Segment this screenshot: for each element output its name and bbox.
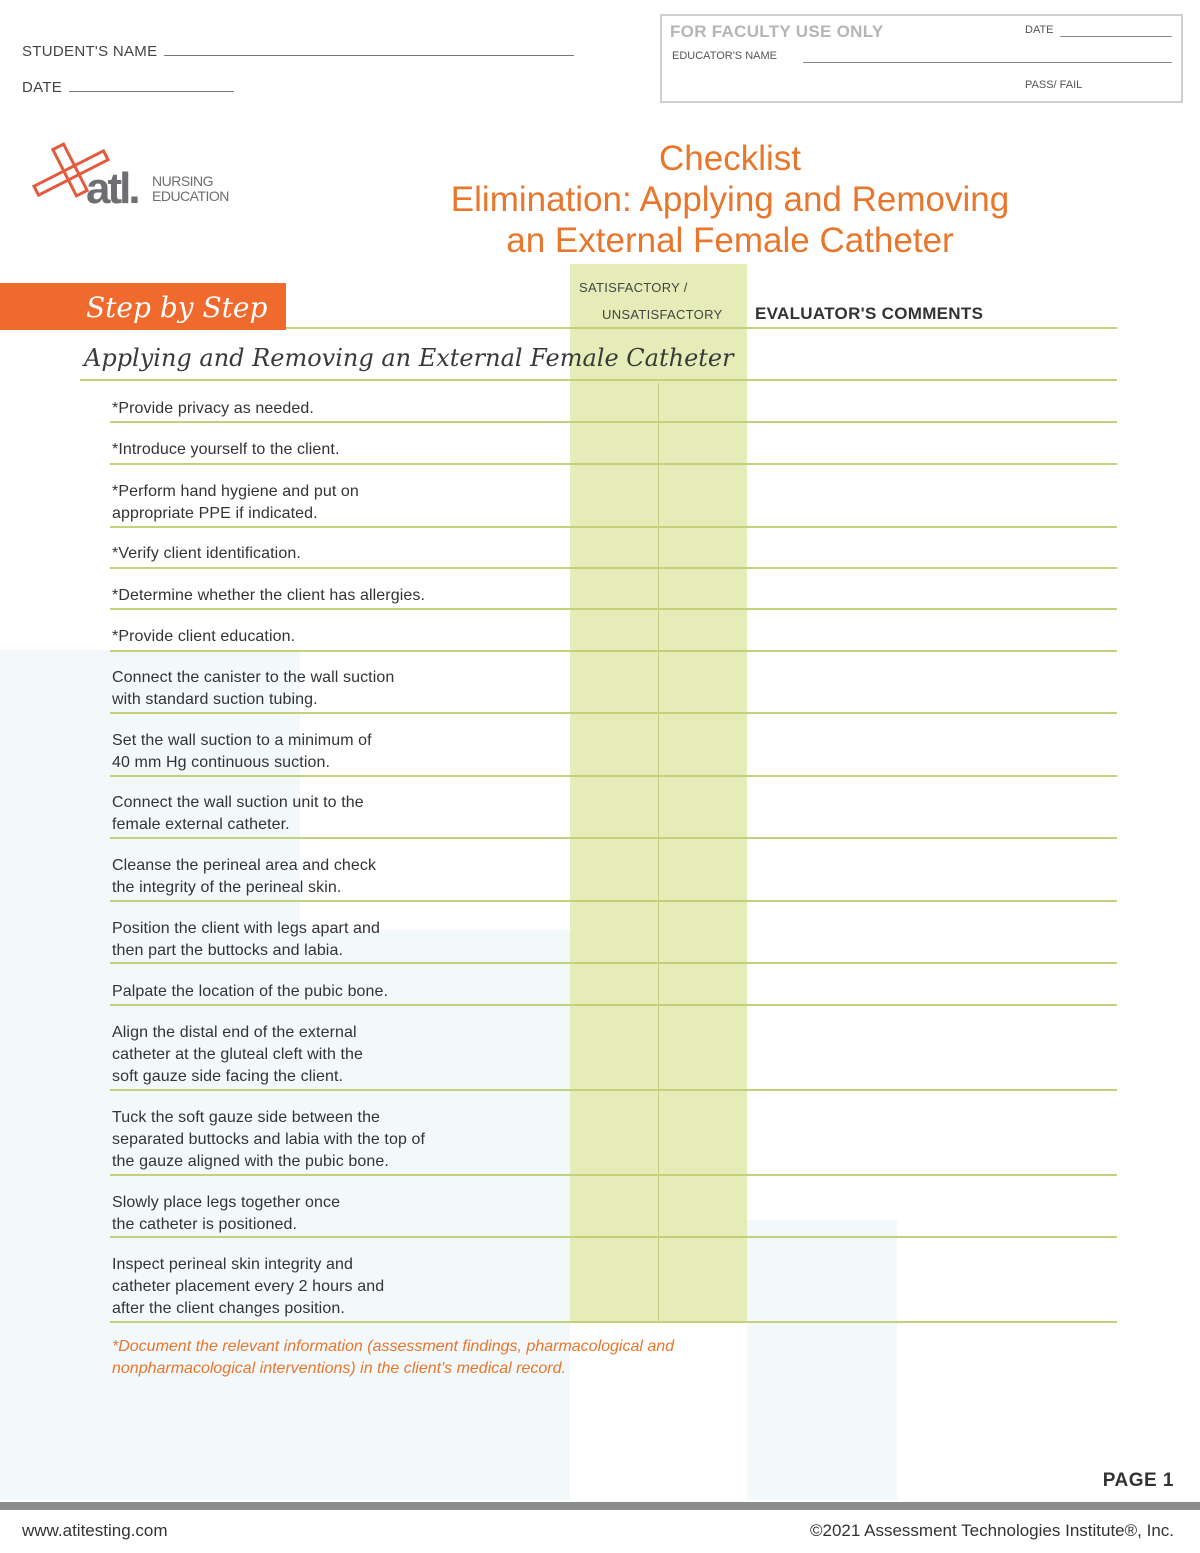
step-text-line: the integrity of the perineal skin. [112,879,342,896]
section-rule [80,379,1117,381]
document-title [380,138,1080,261]
step-text-line: Tuck the soft gauze side between the [112,1109,381,1126]
student-date-label: DATE [22,79,63,96]
faculty-box [660,14,1183,103]
checklist-step [112,398,314,420]
step-text-line: with standard suction tubing. [112,691,318,708]
student-date-line[interactable] [69,78,234,92]
checklist-step [112,585,425,607]
checklist-step [112,667,394,711]
checklist-step [112,481,359,525]
checklist-step [112,626,295,648]
step-text-line: Slowly place legs together once [112,1194,341,1211]
evaluator-comments-header: EVALUATOR'S COMMENTS [755,304,984,323]
student-name-label: STUDENT'S NAME [22,43,158,60]
step-text-line: Palpate the location of the pubic bone. [112,983,389,1000]
background-shape [300,930,570,1500]
step-text-line: Inspect perineal skin integrity and [112,1256,353,1273]
step-text-line: *Provide client education. [112,628,296,645]
documentation-note [112,1336,674,1380]
checklist-step [112,439,340,461]
step-text-line: Set the wall suction to a minimum of [112,732,372,749]
row-divider [110,775,1117,777]
row-divider [110,1089,1117,1091]
background-shape [747,1220,897,1500]
step-text-line: *Verify client identification. [112,545,301,562]
row-divider [110,712,1117,714]
note-line-2: nonpharmacological interventions) in the client's medical record. [112,1360,566,1377]
step-text-line: Cleanse the perineal area and check [112,857,377,874]
step-text-line: separated buttocks and labia with the top of [112,1131,426,1148]
row-divider [110,1321,1117,1323]
step-text-line: 40 mm Hg continuous suction. [112,754,331,771]
step-text-line: appropriate PPE if indicated. [112,505,318,522]
header-rule [286,327,1117,329]
step-text-line: *Provide privacy as needed. [112,400,314,417]
student-name-field[interactable] [22,42,574,60]
page-number: PAGE 1 [1102,1470,1174,1491]
faculty-date-label: DATE [1025,24,1054,36]
checklist-step [112,730,372,774]
step-text-line: catheter at the gluteal cleft with the [112,1046,364,1063]
row-divider [110,463,1117,465]
satisfactory-label: SATISFACTORY / [579,280,688,295]
step-text-line: Position the client with legs apart and [112,920,381,937]
checklist-step [112,1192,340,1236]
step-text-line: after the client changes position. [112,1300,345,1317]
step-text-line: Connect the canister to the wall suction [112,669,395,686]
row-divider [110,650,1117,652]
student-name-line[interactable] [164,42,574,56]
student-date-field[interactable] [22,78,234,96]
step-text-line: catheter placement every 2 hours and [112,1278,385,1295]
footer-copyright: ©2021 Assessment Technologies Institute®, Inc. [810,1521,1174,1540]
checklist-step [112,1254,384,1320]
step-text-line: *Determine whether the client has allergies. [112,587,426,604]
step-text-line: soft gauze side facing the client. [112,1068,344,1085]
note-line-1: *Document the relevant information (assessment findings, pharmacological and [112,1338,675,1355]
step-text-line: *Perform hand hygiene and put on [112,483,359,500]
section-title: Applying and Removing an External Female Catheter [84,344,734,372]
checklist-step [112,918,380,962]
unsatisfactory-label: UNSATISFACTORY [602,307,723,322]
footer-website-link[interactable]: www.atitesting.com [22,1521,168,1540]
row-divider [110,567,1117,569]
atl-logo [30,138,270,218]
step-text-line: the gauze aligned with the pubic bone. [112,1153,389,1170]
row-divider [110,608,1117,610]
row-divider [110,962,1117,964]
row-divider [110,837,1117,839]
step-by-step-banner: Step by Step [0,283,286,330]
checklist-step [112,792,364,836]
step-text-line: Align the distal end of the external [112,1024,357,1041]
row-divider [110,1174,1117,1176]
column-divider [658,383,659,1322]
logo-line-1: NURSING [152,173,214,189]
faculty-title: FOR FACULTY USE ONLY [670,22,884,41]
checklist-step [112,981,388,1003]
step-text-line: then part the buttocks and labia. [112,942,344,959]
row-divider [110,900,1117,902]
logo-line-2: EDUCATION [152,188,229,204]
title-line-2: Elimination: Applying and Removing [450,180,1010,219]
row-divider [110,421,1117,423]
step-text-line: female external catheter. [112,816,290,833]
checklist-step [112,543,301,565]
educator-name-line[interactable] [803,62,1172,63]
title-line-1: Checklist [659,139,801,178]
step-text-line: the catheter is positioned. [112,1216,298,1233]
pass-fail-label: PASS/ FAIL [1025,79,1083,91]
educator-name-label: EDUCATOR'S NAME [672,50,777,62]
logo-mark: atl. [86,164,138,213]
checklist-step [112,1107,425,1173]
row-divider [110,1236,1117,1238]
row-divider [110,1004,1117,1006]
footer-bar [0,1502,1200,1510]
checklist-step [112,1022,363,1088]
checklist-step [112,855,376,899]
step-text-line: Connect the wall suction unit to the [112,794,364,811]
row-divider [110,526,1117,528]
step-text-line: *Introduce yourself to the client. [112,441,340,458]
faculty-date-line[interactable] [1060,36,1172,37]
title-line-3: an External Female Catheter [506,221,954,260]
